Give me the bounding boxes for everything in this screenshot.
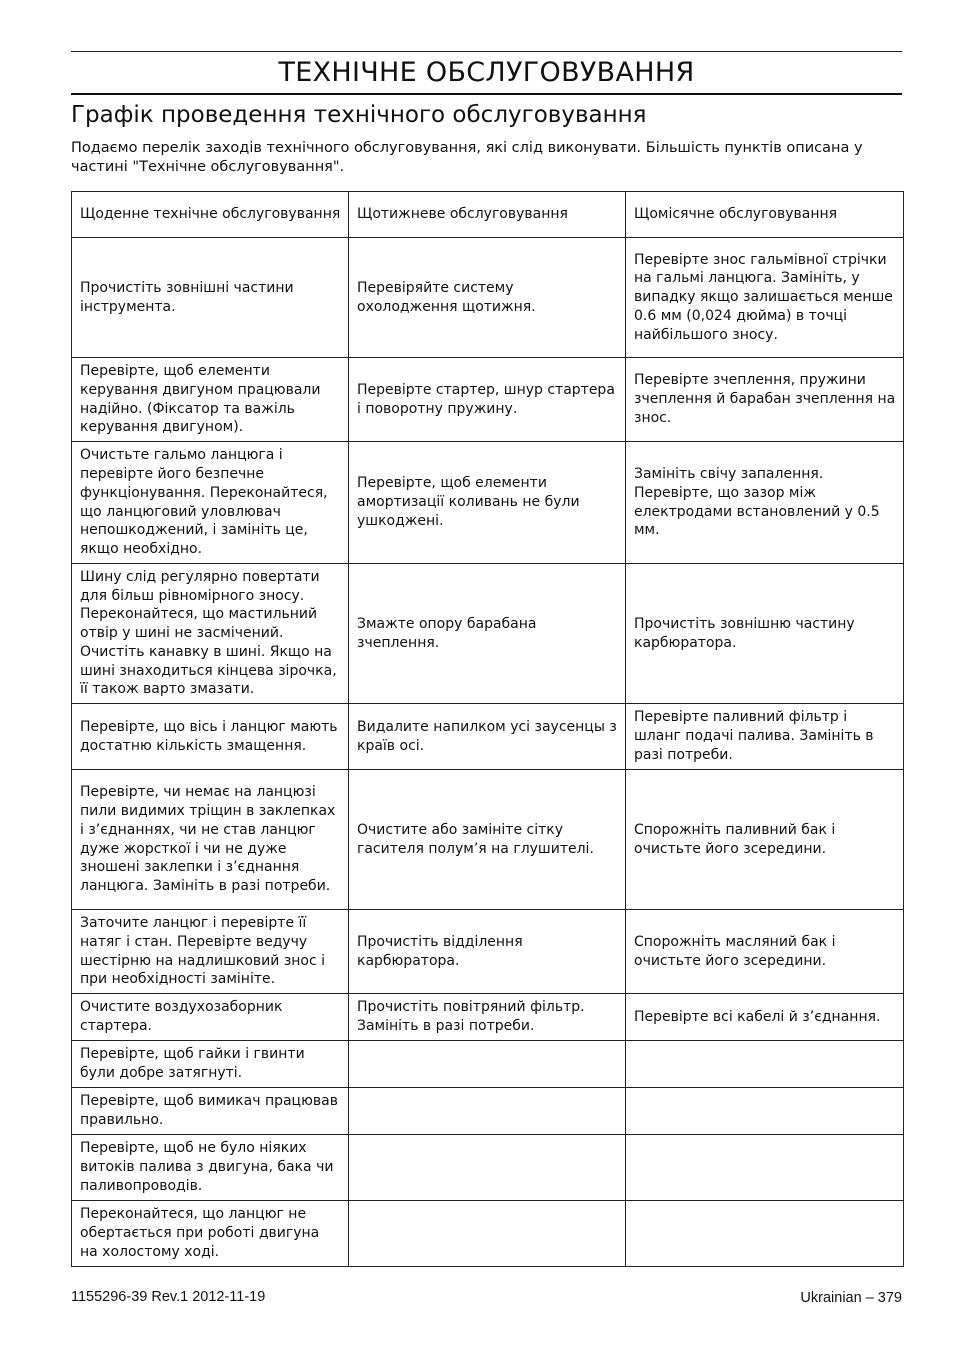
daily-cell: Перевірте, щоб вимикач працював правильно. [72, 1088, 349, 1135]
header-monthly: Щомісячне обслуговування [626, 192, 904, 238]
monthly-cell: Спорожніть масляний бак і очистьте його зсередини. [626, 910, 904, 994]
page-number: Ukrainian – 379 [800, 1290, 902, 1306]
monthly-cell: Перевірте всі кабелі й з’єднання. [626, 994, 904, 1041]
daily-cell: Перевірте, чи немає на ланцюзі пили видимих тріщин в заклепках і з’єднаннях, чи не став ланцюг дуже жорсткої і чи не дуже зношені заклепки і з’єднання ланцюга. Замініть в разі потреби. [72, 770, 349, 910]
table-row [72, 442, 904, 564]
daily-cell: Очистьте гальмо ланцюга і перевірте його безпечне функціонування. Переконайтеся, що ланцюговий уловлювач непошкоджений, і замініть це, якщо необхідно. [72, 442, 349, 564]
monthly-cell: Перевірте паливний фільтр і шланг подачі палива. Замініть в разі потреби. [626, 704, 904, 770]
header-daily: Щоденне технічне обслуговування [72, 192, 349, 238]
table-header-row [72, 192, 904, 238]
monthly-cell [626, 1088, 904, 1135]
weekly-cell [349, 1201, 626, 1267]
maintenance-schedule-table [71, 191, 904, 1267]
header-weekly: Щотижневе обслуговування [349, 192, 626, 238]
document-id: 1155296-39 Rev.1 2012-11-19 [71, 1289, 266, 1305]
table-row [72, 1088, 904, 1135]
weekly-cell: Перевірте, щоб елементи амортизації коливань не були ушкоджені. [349, 442, 626, 564]
weekly-cell: Очистите або замініте сітку гасителя полум’я на глушителі. [349, 770, 626, 910]
weekly-cell: Прочистіть відділення карбюратора. [349, 910, 626, 994]
daily-cell: Перевірте, що вісь і ланцюг мають достатню кількість змащення. [72, 704, 349, 770]
daily-cell: Шину слід регулярно повертати для більш рівномірного зносу. Переконайтеся, що мастильний отвір у шині не засмічений. Очистіть канавку в шині. Якщо на шині знаходиться кінцева зірочка, її також варто змазати. [72, 564, 349, 704]
daily-cell: Переконайтеся, що ланцюг не обертається при роботі двигуна на холостому ході. [72, 1201, 349, 1267]
monthly-cell [626, 1201, 904, 1267]
title-rule [71, 93, 902, 95]
monthly-cell: Перевірте зчеплення, пружини зчеплення й барабан зчеплення на знос. [626, 358, 904, 442]
daily-cell: Очистите воздухозаборник стартера. [72, 994, 349, 1041]
page-heading: Графік проведення технічного обслуговування [71, 102, 647, 128]
table-row [72, 704, 904, 770]
weekly-cell [349, 1135, 626, 1201]
weekly-cell [349, 1088, 626, 1135]
daily-cell: Заточите ланцюг і перевірте її натяг і стан. Перевірте ведучу шестірню на надлишковий знос і при необхідності замініте. [72, 910, 349, 994]
weekly-cell: Перевірте стартер, шнур стартера і поворотну пружину. [349, 358, 626, 442]
weekly-cell [349, 1041, 626, 1088]
table-row [72, 910, 904, 994]
monthly-cell: Прочистіть зовнішню частину карбюратора. [626, 564, 904, 704]
weekly-cell: Змажте опору барабана зчеплення. [349, 564, 626, 704]
daily-cell: Перевірте, щоб не було ніяких витоків палива з двигуна, бака чи паливопроводів. [72, 1135, 349, 1201]
intro-paragraph: Подаємо перелік заходів технічного обслуговування, які слід виконувати. Більшість пунктів описана у частині "Технічне обслуговування". [71, 140, 863, 175]
monthly-cell: Замініть свічу запалення. Перевірте, що зазор між електродами встановлений у 0.5 мм. [626, 442, 904, 564]
top-rule [71, 51, 902, 52]
table-row [72, 1135, 904, 1201]
table-row [72, 238, 904, 358]
daily-cell: Прочистіть зовнішні частини інструмента. [72, 238, 349, 358]
section-title: ТЕХНІЧНЕ ОБСЛУГОВУВАННЯ [278, 57, 695, 88]
table-row [72, 564, 904, 704]
monthly-cell: Спорожніть паливний бак і очистьте його зсередини. [626, 770, 904, 910]
daily-cell: Перевірте, щоб елементи керування двигуном працювали надійно. (Фіксатор та важіль керування двигуном). [72, 358, 349, 442]
weekly-cell: Видалите напилком усі заусенцы з країв осі. [349, 704, 626, 770]
weekly-cell: Перевіряйте систему охолодження щотижня. [349, 238, 626, 358]
monthly-cell: Перевірте знос гальмівної стрічки на гальмі ланцюга. Замініть, у випадку якщо залишається менше 0.6 мм (0,024 дюйма) в точці найбільшого зносу. [626, 238, 904, 358]
monthly-cell [626, 1041, 904, 1088]
table-row [72, 1041, 904, 1088]
weekly-cell: Прочистіть повітряний фільтр. Замініть в разі потреби. [349, 994, 626, 1041]
daily-cell: Перевірте, щоб гайки і гвинти були добре затягнуті. [72, 1041, 349, 1088]
monthly-cell [626, 1135, 904, 1201]
table-row [72, 1201, 904, 1267]
table-row [72, 994, 904, 1041]
table-row [72, 358, 904, 442]
table-row [72, 770, 904, 910]
